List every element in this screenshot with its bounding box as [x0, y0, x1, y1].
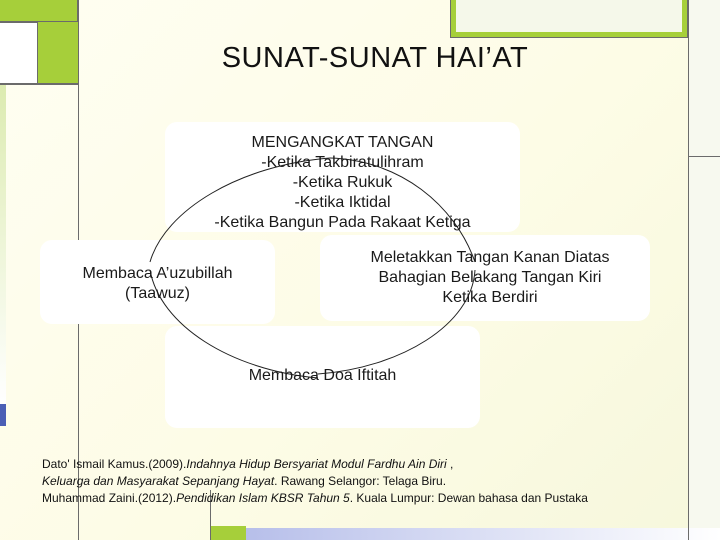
reference-1 — [42, 456, 642, 473]
center-item-line-3: -Ketika Iktidal — [294, 194, 391, 211]
references — [42, 456, 642, 507]
right-item-line-2: Bahagian Belakang Tangan Kiri — [378, 269, 602, 286]
reference-1-title: Indahnya Hidup Bersyariat Modul Fardhu Ain Diri — [186, 457, 447, 471]
slide-title: SUNAT-SUNAT HAI’AT — [221, 42, 529, 74]
center-item-text — [165, 133, 520, 233]
center-item-line-1: -Ketika Takbiratulihram — [261, 154, 424, 171]
reference-1-rest: . Rawang Selangor: Telaga Biru. — [274, 474, 447, 488]
reference-1-cont — [42, 473, 642, 490]
reference-1-title2: Keluarga dan Masyarakat Sepanjang Hayat — [42, 474, 275, 488]
reference-2-author: Muhammad Zaini.(2012). — [42, 491, 177, 505]
left-item-line-2: (Taawuz) — [125, 285, 190, 302]
center-item-line-2: -Ketika Rukuk — [292, 174, 393, 191]
reference-2-title: Pendidikan Islam KBSR Tahun 5 — [176, 491, 350, 505]
bottom-item-line-1: Membaca Doa Iftitah — [248, 367, 397, 384]
right-item-text — [325, 248, 655, 308]
bottom-item-text — [165, 366, 480, 386]
right-item-line-1: Meletakkan Tangan Kanan Diatas — [370, 249, 610, 266]
reference-2 — [42, 490, 642, 507]
right-item-line-3: Ketika Berdiri — [442, 289, 538, 306]
left-item-text — [40, 264, 275, 304]
reference-1-author: Dato' Ismail Kamus.(2009). — [42, 457, 187, 471]
reference-2-rest: . Kuala Lumpur: Dewan bahasa dan Pustaka — [349, 491, 588, 505]
center-item-heading: MENGANGKAT TANGAN — [251, 134, 434, 151]
center-item-line-4: -Ketika Bangun Pada Rakaat Ketiga — [214, 214, 471, 231]
left-item-line-1: Membaca A’uzubillah — [82, 265, 233, 282]
reference-1-mid: , — [446, 457, 454, 471]
